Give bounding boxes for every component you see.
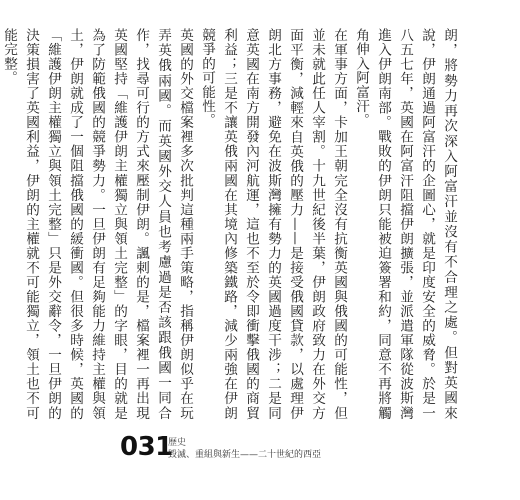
- chapter-title: 毀滅、重組與新生——二十世紀的西亞: [168, 450, 322, 460]
- paragraph: 在軍事方面，卡加王朝完全沒有抗衡英國與俄國的可能性，但並未就此任人宰割。十九世紀後半葉，伊朗政府致力在外交方面平衡，減輕來自英俄的壓力——是接受俄國貸款，以處理伊朗北方事務，避免在波斯灣擁有勢力的英國過度干涉；二是同意英國在南方開發內河航運，這也不至於令即衝擊俄國的商貿利益；三是不讓英俄兩國在其境內修築鐵路，減少兩強在伊朗競爭的可能性。: [199, 28, 347, 420]
- paragraph: 朗，將勢力再次深入阿富汗並沒有不合理之處。但對英國來說，伊朗通過阿富汗的企圖心，就是印度安全的威脅。於是一八五七年，英國在阿富汗阻擋伊朗擴張，並派遣軍隊從波斯灣進入伊朗南部。戰敗的伊朗只能被迫簽署和約，同意不再將觸角伸入阿富汗。: [353, 28, 457, 420]
- body-text: [1, 28, 460, 420]
- page-number: 031: [120, 432, 173, 462]
- series-label: 歷史: [168, 438, 187, 448]
- page-footer: [120, 432, 360, 460]
- paragraph: 英國的外交檔案裡多次批判這種兩手策略，指稱伊朗似乎在玩弄英俄兩國。而英國外交人員也考慮過是否該跟俄國一同合作，找尋可行的方式來壓制伊朗。諷刺的是，檔案裡一再出現英國堅持「維護伊朗主權獨立與領土完整」的字眼，目的就是為了防範俄國的競爭勢力。一旦伊朗有足夠能力維持主權與領土，伊朗就成了一個阻擋俄國的緩衝國。但很多時候，英國的「維護伊朗主權獨立與領土完整」只是外交辭令，一旦伊朗的決策損害了英國利益，伊朗的主權就不可能獨立，領土也不可能完整。: [1, 28, 193, 420]
